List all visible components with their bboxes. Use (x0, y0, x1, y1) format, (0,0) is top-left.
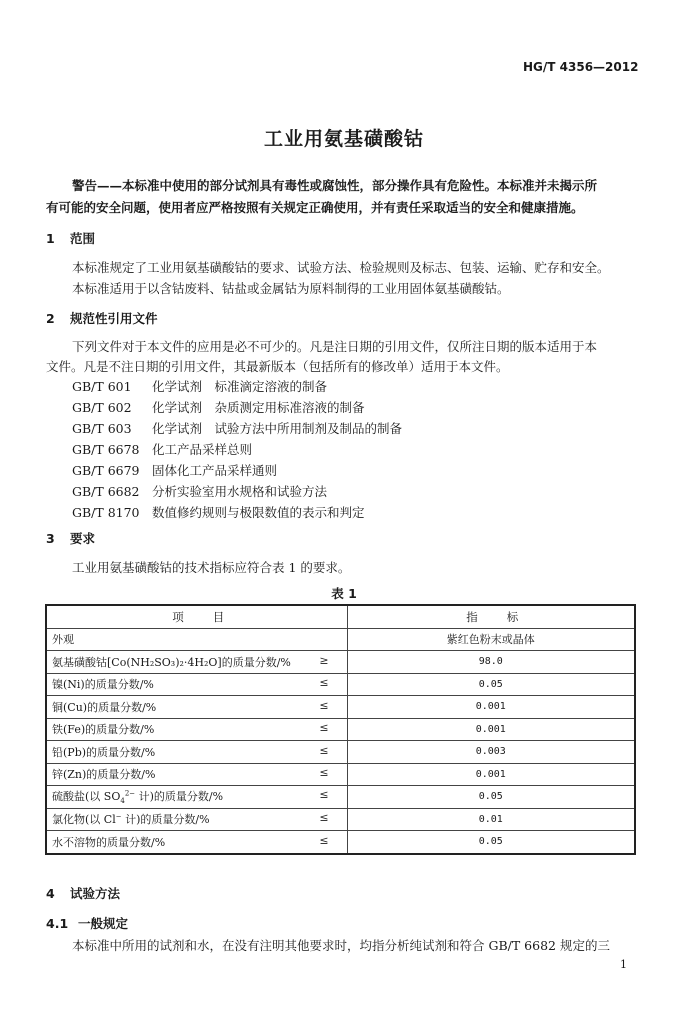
reference-code: GB/T 6682 (72, 484, 140, 499)
section-1-heading (46, 229, 95, 247)
item-cell (46, 831, 347, 854)
item-cell (46, 718, 347, 741)
reference-name: 化学试剂 试验方法中所用制剂及制品的制备 (152, 421, 403, 436)
item-cell (46, 808, 347, 831)
comparison-operator: ≤ (319, 833, 329, 847)
item-label (52, 811, 210, 827)
warning-line-1: 警告——本标准中使用的部分试剂具有毒性或腐蚀性，部分操作具有危险性。本标准并未揭示所 (72, 178, 598, 193)
value-cell: 0.05 (347, 673, 635, 696)
section-number: 3 (46, 531, 55, 546)
table-row (46, 628, 635, 651)
header-index: 指 标 (347, 605, 635, 628)
table-row (46, 673, 635, 696)
section-title: 范围 (70, 231, 96, 246)
reference-item (72, 439, 402, 460)
table-row (46, 808, 635, 831)
item-label: 水不溶物的质量分数/% (52, 835, 166, 849)
reference-name: 化学试剂 杂质测定用标准溶液的制备 (152, 400, 365, 415)
reference-item (72, 481, 402, 502)
item-cell (46, 651, 347, 674)
comparison-operator: ≥ (319, 653, 329, 667)
table-row (46, 786, 635, 809)
reference-name: 化工产品采样总则 (152, 442, 253, 457)
reference-item (72, 397, 402, 418)
item-label: 铜(Cu)的质量分数/% (52, 700, 157, 714)
item-cell (46, 741, 347, 764)
table-row (46, 741, 635, 764)
reference-name: 化学试剂 标准滴定溶液的制备 (152, 379, 328, 394)
value-cell: 0.01 (347, 808, 635, 831)
warning-line-2: 有可能的安全问题，使用者应严格按照有关规定正确使用，并有责任采取适当的安全和健康措施。 (46, 200, 584, 215)
value-cell: 0.001 (347, 718, 635, 741)
table-row (46, 718, 635, 741)
reference-item (72, 376, 402, 397)
item-label-superscript: 2− (124, 789, 136, 798)
subsection-number: 4.1 (46, 916, 69, 931)
item-cell (46, 696, 347, 719)
comparison-operator: ≤ (319, 721, 329, 735)
reference-code: GB/T 602 (72, 400, 132, 415)
specification-table (45, 604, 636, 855)
value-cell: 紫红色粉末或晶体 (347, 628, 635, 651)
subsection-title: 一般规定 (78, 916, 129, 931)
document-title: 工业用氨基磺酸钴 (263, 128, 424, 150)
table-row (46, 763, 635, 786)
reference-code: GB/T 6678 (72, 442, 140, 457)
reference-code: GB/T 8170 (72, 505, 140, 520)
normative-references-list (72, 376, 402, 523)
item-cell (46, 763, 347, 786)
item-label: 镍(Ni)的质量分数/% (52, 678, 154, 692)
section-2-paragraph-line-1: 下列文件对于本文件的应用是必不可少的。凡是注日期的引用文件，仅所注日期的版本适用于本 (72, 339, 598, 354)
section-3-heading (46, 529, 95, 547)
item-cell: 外观 (46, 628, 347, 651)
item-cell (46, 786, 347, 809)
comparison-operator: ≤ (319, 811, 329, 825)
item-label-prefix: 硫酸盐(以 SO (52, 790, 121, 804)
value-cell: 0.001 (347, 763, 635, 786)
table-caption: 表 1 (331, 586, 357, 601)
reference-name: 固体化工产品采样通则 (152, 463, 278, 478)
section-number: 2 (46, 311, 55, 326)
item-label-superscript: − (115, 812, 122, 821)
table-row (46, 831, 635, 854)
comparison-operator: ≤ (319, 676, 329, 690)
reference-item (72, 460, 402, 481)
reference-code: GB/T 603 (72, 421, 132, 436)
section-4-1-paragraph: 本标准中所用的试剂和水，在没有注明其他要求时，均指分析纯试剂和符合 GB/T 6682 规定的三 (72, 938, 610, 953)
section-2-heading (46, 309, 158, 327)
section-number: 4 (46, 886, 55, 901)
header-item: 项 目 (46, 605, 347, 628)
section-2-paragraph-line-2: 文件。凡是不注日期的引用文件，其最新版本（包括所有的修改单）适用于本文件。 (46, 359, 509, 374)
table-header-row (46, 605, 635, 628)
table-row (46, 696, 635, 719)
standard-code: HG/T 4356—2012 (523, 60, 639, 74)
value-cell: 0.003 (347, 741, 635, 764)
item-label-prefix: 氯化物(以 Cl (52, 813, 116, 827)
page-number: 1 (620, 958, 627, 971)
value-cell: 0.05 (347, 831, 635, 854)
reference-item (72, 502, 402, 523)
item-label: 铅(Pb)的质量分数/% (52, 745, 156, 759)
comparison-operator: ≤ (319, 743, 329, 757)
comparison-operator: ≤ (319, 698, 329, 712)
item-label: 铁(Fe)的质量分数/% (52, 723, 155, 737)
reference-code: GB/T 601 (72, 379, 132, 394)
comparison-operator: ≤ (319, 788, 329, 802)
item-cell (46, 673, 347, 696)
section-4-heading (46, 884, 120, 902)
reference-name: 分析实验室用水规格和试验方法 (152, 484, 328, 499)
section-1-paragraph-1: 本标准规定了工业用氨基磺酸钴的要求、试验方法、检验规则及标志、包装、运输、贮存和安全。 (72, 260, 610, 275)
section-1-paragraph-2: 本标准适用于以含钴废料、钴盐或金属钴为原料制得的工业用固体氨基磺酸钴。 (72, 281, 510, 296)
reference-name: 数值修约规则与极限数值的表示和判定 (152, 505, 365, 520)
value-cell: 98.0 (347, 651, 635, 674)
table-row (46, 651, 635, 674)
section-title: 要求 (70, 531, 96, 546)
item-label-suffix: 计)的质量分数/% (135, 790, 224, 804)
reference-item (72, 418, 402, 439)
section-title: 试验方法 (70, 886, 121, 901)
value-cell: 0.05 (347, 786, 635, 809)
value-cell: 0.001 (347, 696, 635, 719)
section-3-paragraph: 工业用氨基磺酸钴的技术指标应符合表 1 的要求。 (72, 560, 351, 575)
item-label: 氨基磺酸钴[Co(NH₂SO₃)₂·4H₂O]的质量分数/% (52, 655, 291, 669)
item-label (52, 788, 223, 805)
section-4-1-heading (46, 914, 128, 932)
section-number: 1 (46, 231, 55, 246)
section-title: 规范性引用文件 (70, 311, 158, 326)
comparison-operator: ≤ (319, 766, 329, 780)
item-label: 锌(Zn)的质量分数/% (52, 768, 156, 782)
item-label-subscript: 4 (120, 797, 125, 806)
reference-code: GB/T 6679 (72, 463, 140, 478)
item-label-suffix: 计)的质量分数/% (121, 813, 210, 827)
